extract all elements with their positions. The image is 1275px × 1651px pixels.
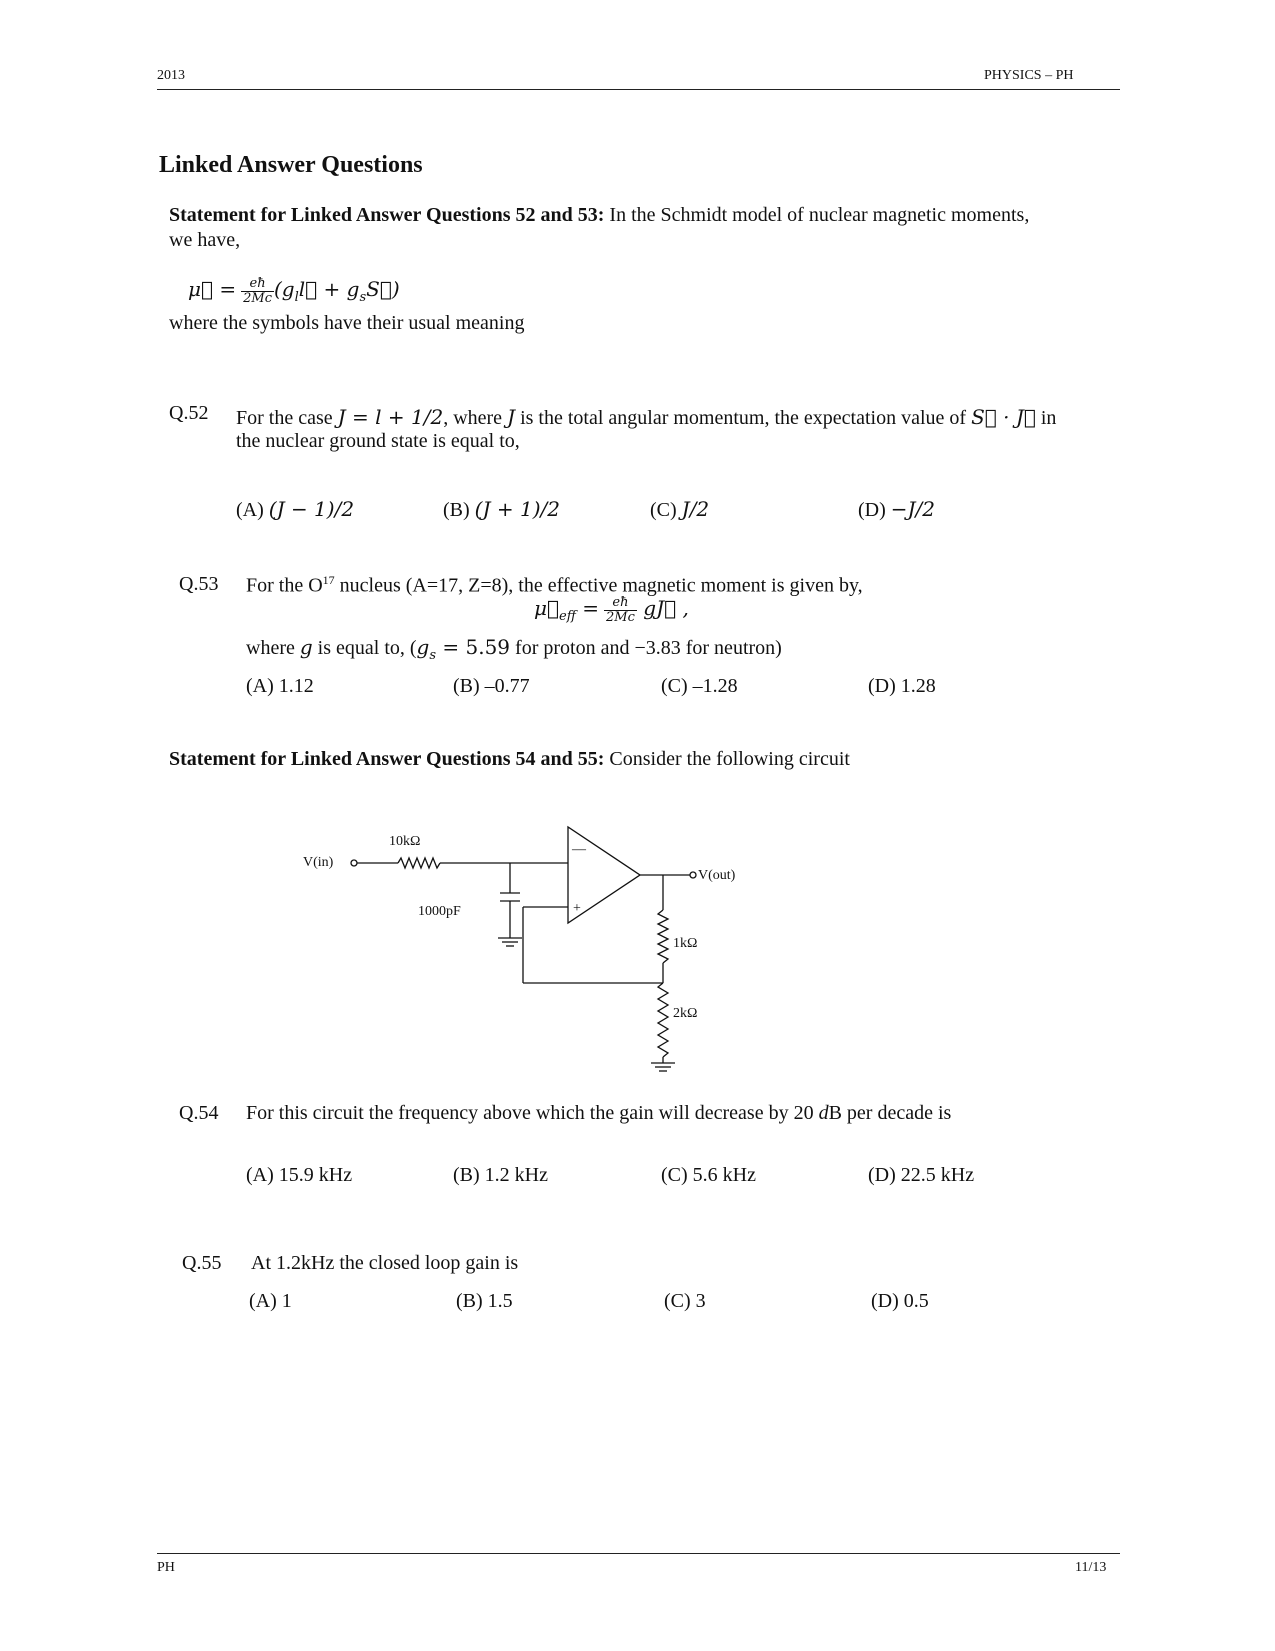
option-label: (C) [650, 499, 682, 521]
q53-l3-b: is equal to, ( [312, 637, 417, 659]
q53-formula-eq: = [575, 596, 600, 621]
q53-line1 [246, 573, 863, 598]
q53-formula [534, 596, 689, 625]
option-value: −J/2 [890, 497, 936, 521]
option-value: 1.5 [487, 1290, 513, 1312]
vout-terminal [690, 872, 696, 878]
option-value: 22.5 kHz [900, 1164, 975, 1186]
header-rule [157, 89, 1120, 90]
q53-l3-gs: g [416, 635, 430, 659]
r-in-label: 10kΩ [389, 834, 421, 849]
fraction-num: eħ [604, 596, 637, 611]
option-label: (B) [453, 1164, 485, 1186]
q55-option-b[interactable] [456, 1290, 513, 1313]
q52-math-1: J = l + 1/2 [337, 405, 444, 429]
option-label: (A) [246, 1164, 279, 1186]
option-value: –1.28 [692, 675, 738, 697]
option-label: (A) [249, 1290, 282, 1312]
option-value: 1 [281, 1290, 292, 1312]
option-label: (C) [661, 1164, 693, 1186]
option-label: (B) [453, 675, 485, 697]
option-value: 1.28 [900, 675, 936, 697]
q54-text-a: For this circuit the frequency above which the gain will decrease by 20 [246, 1102, 819, 1124]
formula-sub-l: l [294, 290, 299, 306]
q52-text-b: , where [443, 407, 508, 429]
formula-rhs: (g [274, 277, 295, 302]
formula-end: S⃗) [366, 277, 400, 302]
q53-option-a[interactable] [246, 675, 314, 698]
q52-math-2: J [507, 405, 516, 429]
q54-option-a[interactable] [246, 1164, 352, 1187]
option-value: –0.77 [484, 675, 530, 697]
fraction-den: 2Mc [606, 610, 635, 625]
header-year: 2013 [157, 68, 185, 83]
q53-l3-a: where [246, 637, 300, 659]
option-label: (C) [664, 1290, 696, 1312]
q53-l3-d: for proton and −3.83 for neutron) [510, 637, 782, 659]
option-label: (D) [858, 499, 891, 521]
footer-code: PH [157, 1560, 175, 1575]
option-value: (J − 1)/2 [268, 497, 355, 521]
op-amp-circuit [290, 815, 790, 1095]
q53-superscript: 17 [322, 573, 335, 587]
vout-label: V(out) [698, 868, 736, 883]
q53-formula-lhs: μ⃗ [534, 596, 559, 621]
formula-lhs: μ⃗ = [188, 277, 237, 302]
statement-52-53-lead: Statement for Linked Answer Questions 52 and 53: [169, 204, 605, 226]
fraction-num: eħ [241, 277, 274, 292]
q53-line3 [246, 635, 782, 663]
option-value: (J + 1)/2 [474, 497, 560, 521]
q54-text-d: d [818, 1102, 829, 1124]
statement-52-53-line2: we have, [169, 229, 241, 251]
formula-mid: l⃗ + g [298, 277, 360, 302]
footer-rule [157, 1553, 1120, 1554]
resistor-2k [658, 983, 668, 1057]
q53-text-a: For the O [246, 574, 323, 597]
schmidt-formula [188, 277, 400, 306]
q53-number: Q.53 [179, 573, 219, 595]
option-label: (D) [868, 1164, 901, 1186]
statement-52-53-line1 [169, 204, 1029, 227]
q52-option-d[interactable] [858, 497, 935, 522]
option-label: (B) [443, 499, 475, 521]
q54-text-b: B per decade is [828, 1102, 952, 1124]
header-subject: PHYSICS – PH [984, 68, 1074, 83]
option-value: 0.5 [903, 1290, 929, 1312]
q52-option-b[interactable] [443, 497, 560, 522]
q53-l3-c: = 5.59 [436, 635, 511, 659]
fraction-den: 2Mc [243, 291, 272, 306]
q54-number: Q.54 [179, 1102, 219, 1124]
q55-option-c[interactable] [664, 1290, 706, 1313]
capacitor-label: 1000pF [418, 904, 461, 919]
option-label: (B) [456, 1290, 488, 1312]
q52-number: Q.52 [169, 402, 209, 424]
statement-52-53-text: In the Schmidt model of nuclear magnetic moments, [604, 204, 1030, 226]
q52-math-3: S⃗ · J⃗ [971, 405, 1036, 429]
statement-54-55 [169, 748, 850, 771]
formula-fraction [241, 277, 274, 306]
q55-option-d[interactable] [871, 1290, 929, 1313]
statement-54-55-lead: Statement for Linked Answer Questions 54 and 55: [169, 748, 605, 770]
vin-label: V(in) [303, 855, 334, 870]
option-label: (D) [868, 675, 901, 697]
footer-page: 11/13 [1075, 1560, 1107, 1575]
q52-line1 [236, 405, 1056, 430]
option-value: 1.2 kHz [484, 1164, 548, 1186]
option-value: 3 [695, 1290, 706, 1312]
q53-text-b: nucleus (A=17, Z=8), the effective magnetic moment is given by, [334, 574, 863, 597]
vin-terminal [351, 860, 357, 866]
q52-line2: the nuclear ground state is equal to, [236, 430, 520, 452]
resistor-1k [658, 910, 668, 963]
inverting-input-sign: — [572, 842, 586, 857]
r2-label: 2kΩ [673, 1006, 698, 1021]
option-label: (A) [246, 675, 279, 697]
option-value: 1.12 [278, 675, 314, 697]
q53-formula-sub: eff [559, 609, 576, 625]
option-value: J/2 [681, 497, 710, 521]
option-label: (A) [236, 499, 269, 521]
q54-option-b[interactable] [453, 1164, 548, 1187]
q53-l3-s: s [429, 648, 437, 663]
q54-option-d[interactable] [868, 1164, 974, 1187]
q53-fraction [604, 596, 637, 625]
option-value: 5.6 kHz [692, 1164, 756, 1186]
q55-text: At 1.2kHz the closed loop gain is [251, 1252, 519, 1274]
r1-label: 1kΩ [673, 936, 698, 951]
formula-sub-s: s [359, 290, 367, 306]
q53-option-b[interactable] [453, 675, 530, 698]
q52-text-d: in [1035, 407, 1057, 429]
option-label: (C) [661, 675, 693, 697]
q53-l3-g: g [299, 635, 313, 659]
resistor-10k [398, 858, 440, 868]
statement-52-53-after: where the symbols have their usual meaning [169, 312, 525, 334]
q54-text [246, 1102, 951, 1125]
noninverting-input-sign: + [573, 901, 581, 916]
option-value: 15.9 kHz [278, 1164, 353, 1186]
q55-number: Q.55 [182, 1252, 222, 1274]
q53-formula-rhs: gJ⃗ , [636, 596, 689, 621]
q52-text-c: is the total angular momentum, the expectation value of [515, 407, 972, 429]
statement-54-55-text: Consider the following circuit [604, 748, 850, 770]
q53-option-c[interactable] [661, 675, 738, 698]
q52-option-a[interactable] [236, 497, 354, 522]
q55-option-a[interactable] [249, 1290, 292, 1313]
q53-option-d[interactable] [868, 675, 936, 698]
q52-option-c[interactable] [650, 497, 709, 522]
option-label: (D) [871, 1290, 904, 1312]
q54-option-c[interactable] [661, 1164, 756, 1187]
section-title: Linked Answer Questions [159, 152, 423, 178]
q52-text-a: For the case [236, 407, 338, 429]
